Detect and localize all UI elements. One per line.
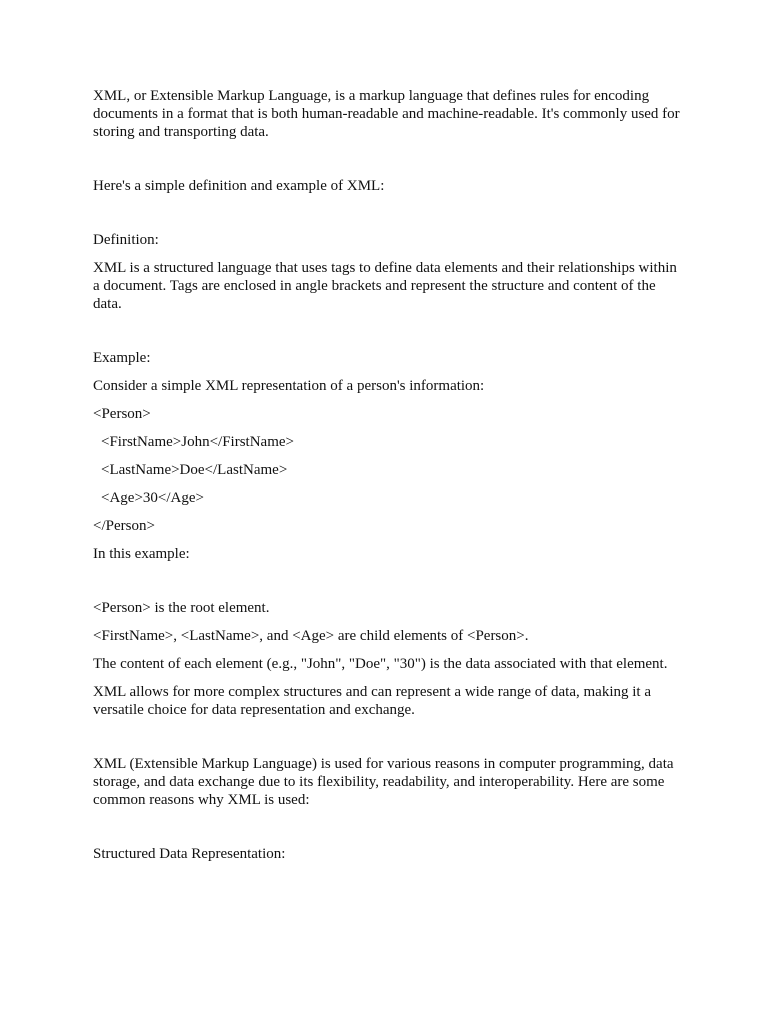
structured-data-heading: Structured Data Representation: bbox=[93, 846, 286, 862]
code-line-age: <Age>30</Age> bbox=[101, 490, 204, 506]
code-line-lastname: <LastName>Doe</LastName> bbox=[101, 462, 288, 478]
definition-heading: Definition: bbox=[93, 232, 159, 248]
example-point-children: <FirstName>, <LastName>, and <Age> are child elements of <Person>. bbox=[93, 628, 529, 644]
example-point-root: <Person> is the root element. bbox=[93, 600, 270, 616]
intro-paragraph: XML, or Extensible Markup Language, is a markup language that defines rules for encoding documents in a format that is both human-readable and machine-readable. It's commonly used for storing and transporting data. bbox=[93, 88, 680, 140]
xml-code-block bbox=[93, 405, 683, 535]
code-line-close-person: </Person> bbox=[93, 518, 155, 534]
document-body bbox=[93, 87, 683, 863]
example-point-versatility: XML allows for more complex structures and can represent a wide range of data, making it a versatile choice for data representation and exchange. bbox=[93, 684, 651, 718]
definition-paragraph: XML is a structured language that uses tags to define data elements and their relationships within a document. Tags are enclosed in angle brackets and represent the structure and content of the data. bbox=[93, 260, 677, 312]
usage-intro-paragraph: XML (Extensible Markup Language) is used for various reasons in computer programming, data storage, and data exchange due to its flexibility, readability, and interoperability. Here are some common reasons why XML is used: bbox=[93, 756, 674, 808]
example-heading: Example: bbox=[93, 350, 151, 366]
example-intro-paragraph: Consider a simple XML representation of a person's information: bbox=[93, 378, 485, 394]
lead-in-paragraph: Here's a simple definition and example of XML: bbox=[93, 178, 385, 194]
code-line-open-person: <Person> bbox=[93, 406, 151, 422]
in-this-example-label: In this example: bbox=[93, 546, 190, 562]
example-point-content: The content of each element (e.g., "John", "Doe", "30") is the data associated with that element. bbox=[93, 656, 668, 672]
code-line-firstname: <FirstName>John</FirstName> bbox=[101, 434, 294, 450]
